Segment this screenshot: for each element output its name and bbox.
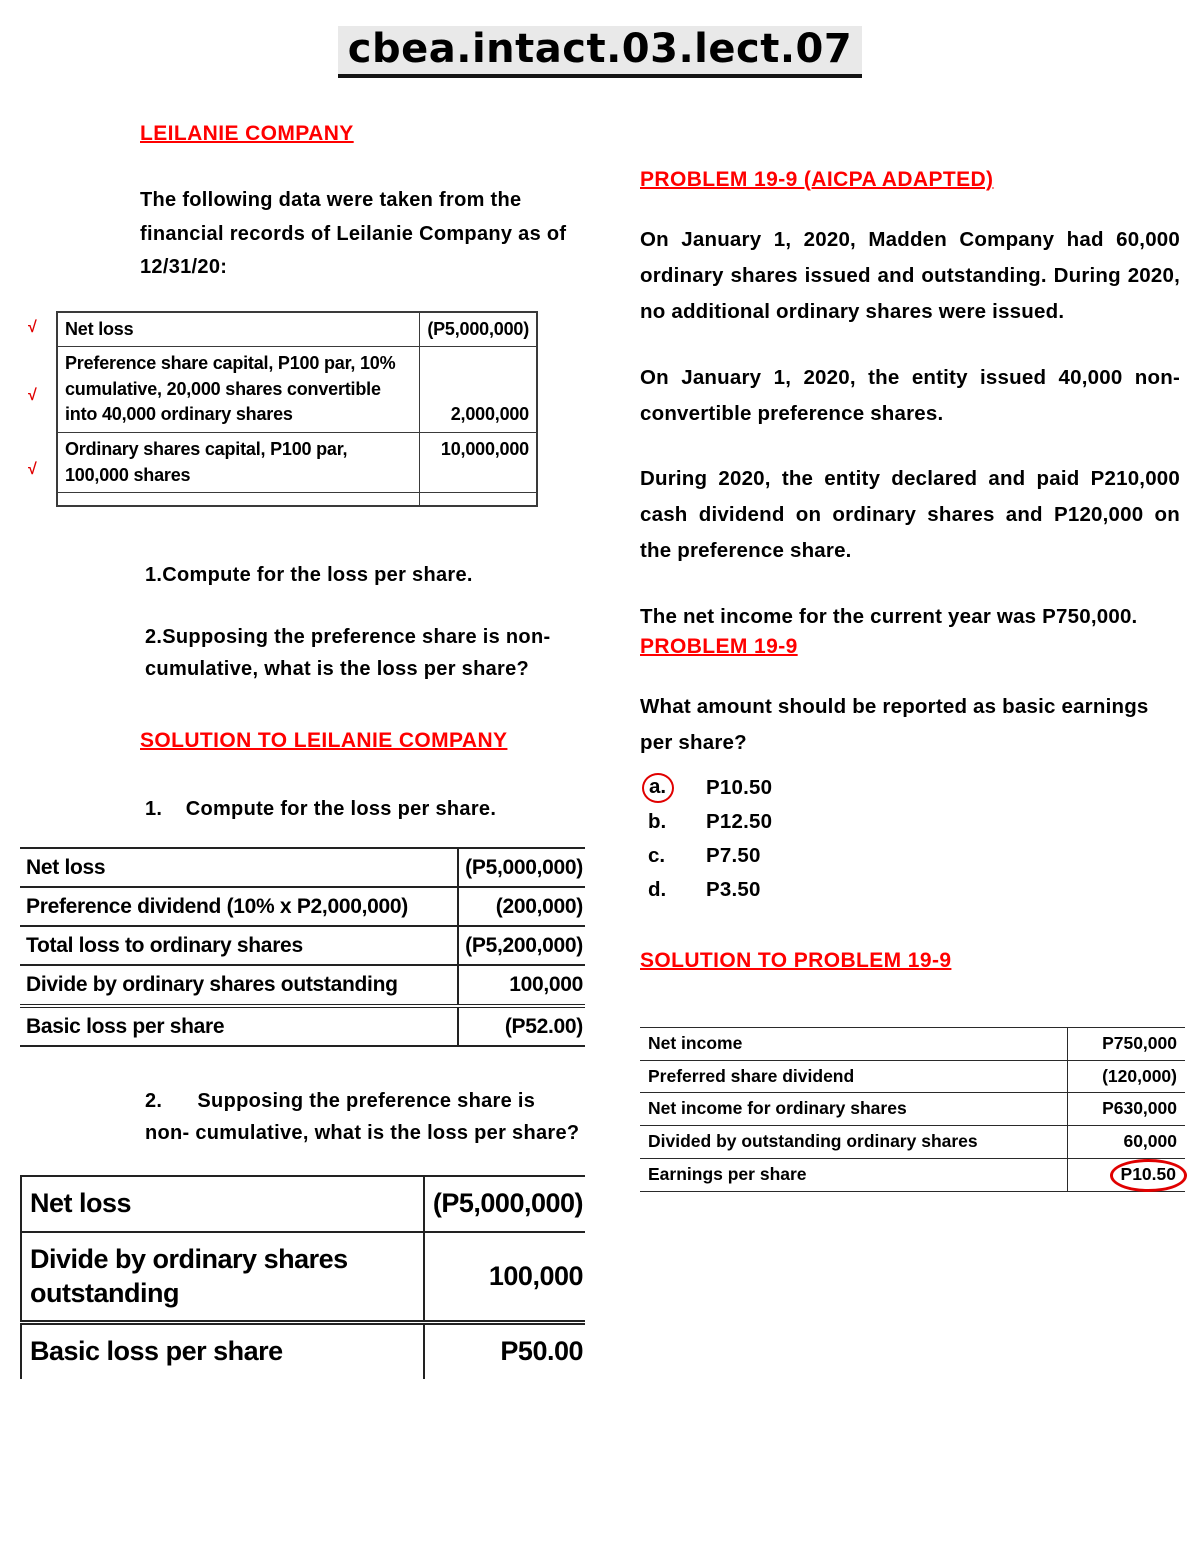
problem-paragraph-2: On January 1, 2020, the entity issued 40,000 non-convertible preference shares. — [640, 365, 1180, 425]
table-cell-value: (P5,000,000) — [419, 312, 537, 347]
table-cell-value: 10,000,000 — [419, 432, 537, 492]
table-cell-value: (P52.00) — [458, 1006, 585, 1046]
table-cell-value — [1067, 1159, 1185, 1192]
table-cell-label: Basic loss per share — [20, 1006, 458, 1046]
choice-b — [640, 805, 1180, 839]
table-row — [640, 1093, 1185, 1126]
table-cell-label: Net loss — [21, 1176, 424, 1232]
table-row — [57, 347, 537, 433]
table-row — [640, 1060, 1185, 1093]
question-2: 2.Supposing the preference share is non- cumulative, what is the loss per share? — [145, 625, 551, 680]
table-row — [20, 887, 585, 926]
choice-text: P12.50 — [706, 809, 773, 833]
choice-text: P10.50 — [706, 775, 773, 799]
solution-problem-19-9-table — [640, 1027, 1185, 1192]
table-row — [640, 1159, 1185, 1192]
table-cell-value: P750,000 — [1067, 1027, 1185, 1060]
table-cell-label: Divided by outstanding ordinary shares — [640, 1126, 1067, 1159]
table-cell-value: P50.00 — [424, 1323, 585, 1379]
solution-leilanie-heading: SOLUTION TO LEILANIE COMPANY — [140, 728, 508, 752]
choice-letter: c. — [648, 843, 666, 867]
problem-question: What amount should be reported as basic earnings per share? — [640, 694, 1149, 754]
table-row — [20, 965, 585, 1005]
table-row — [21, 1232, 585, 1323]
solution-1-title: 1. Compute for the loss per share. — [145, 797, 497, 820]
problem-paragraph-4: The net income for the current year was P750,000. — [640, 605, 1138, 628]
table-cell-label: Preferred share dividend — [640, 1060, 1067, 1093]
table-cell-value: (120,000) — [1067, 1060, 1185, 1093]
table-cell-value: (P5,000,000) — [458, 848, 585, 887]
leilanie-data-table — [26, 311, 620, 507]
answer-circle-annotation — [1110, 1159, 1187, 1192]
check-icon: √ — [28, 318, 37, 336]
table-cell-value: (200,000) — [458, 887, 585, 926]
table-cell-value: (P5,200,000) — [458, 926, 585, 965]
table-row — [20, 848, 585, 887]
table-cell-value: 60,000 — [1067, 1126, 1185, 1159]
table-row — [20, 1006, 585, 1046]
table-cell-label: Net loss — [57, 312, 419, 347]
table-cell-label: Net loss — [20, 848, 458, 887]
table-cell-value: 100,000 — [458, 965, 585, 1005]
choice-c — [640, 839, 1180, 873]
table-row — [20, 926, 585, 965]
table-row — [57, 312, 537, 347]
problem-paragraph-1: On January 1, 2020, Madden Company had 60,000 ordinary shares issued and outstanding. During 2020, no additional ordinary shares were issued. — [640, 228, 1180, 323]
table-cell-label: Ordinary shares capital, P100 par, 100,000 shares — [57, 432, 419, 492]
leilanie-intro-paragraph: The following data were taken from the financial records of Leilanie Company as of 12/31/20: — [140, 189, 567, 279]
document-title-text: cbea.intact.03.lect.07 — [338, 26, 862, 78]
choice-text: P3.50 — [706, 877, 761, 901]
table-cell-label: Net income — [640, 1027, 1067, 1060]
problem-19-9-adapted-heading: PROBLEM 19-9 (AICPA ADAPTED) — [640, 168, 994, 191]
check-icon: √ — [28, 460, 37, 478]
question-1: 1.Compute for the loss per share. — [145, 563, 473, 586]
table-cell-label: Earnings per share — [640, 1159, 1067, 1192]
solution-2-title: 2. Supposing the preference share is non- cumulative, what is the loss per share? — [145, 1090, 580, 1145]
choice-letter: b. — [648, 809, 667, 833]
table-row — [640, 1126, 1185, 1159]
choice-text: P7.50 — [706, 843, 761, 867]
problem-paragraph-3: During 2020, the entity declared and paid P210,000 cash dividend on ordinary shares and P120,000 on the preference share. — [640, 467, 1180, 563]
solution-1-table — [20, 847, 585, 1047]
table-cell-label: Divide by ordinary shares outstanding — [20, 965, 458, 1005]
table-cell-label: Total loss to ordinary shares — [20, 926, 458, 965]
table-cell-value: P630,000 — [1067, 1093, 1185, 1126]
table-cell-value: 100,000 — [424, 1232, 585, 1323]
earnings-per-share-value: P10.50 — [1120, 1164, 1176, 1185]
table-row — [57, 432, 537, 492]
leilanie-company-heading: LEILANIE COMPANY — [140, 122, 354, 145]
table-row — [640, 1027, 1185, 1060]
choice-a — [640, 771, 1180, 805]
table-row — [21, 1176, 585, 1232]
check-icon: √ — [28, 386, 37, 404]
table-row-clipped — [57, 493, 537, 506]
table-row — [21, 1323, 585, 1379]
document-title — [20, 26, 1180, 78]
table-cell-label — [57, 493, 419, 506]
choice-d — [640, 873, 1180, 907]
table-cell-label: Net income for ordinary shares — [640, 1093, 1067, 1126]
left-column — [20, 122, 620, 1379]
table-cell-label: Preference dividend (10% x P2,000,000) — [20, 887, 458, 926]
table-cell-value: 2,000,000 — [419, 347, 537, 433]
multiple-choice-list — [640, 771, 1180, 907]
table-cell-label: Divide by ordinary shares outstanding — [21, 1232, 424, 1323]
solution-problem-19-9-heading: SOLUTION TO PROBLEM 19-9 — [640, 948, 952, 972]
two-column-layout — [20, 122, 1180, 1379]
answer-circle-annotation: a. — [642, 773, 674, 803]
problem-19-9-heading: PROBLEM 19-9 — [640, 634, 798, 658]
table-cell-value — [419, 493, 537, 506]
table-cell-label: Basic loss per share — [30, 1336, 283, 1367]
choice-letter: d. — [648, 877, 667, 901]
solution-2-table — [20, 1175, 585, 1379]
table-cell-value: (P5,000,000) — [424, 1176, 585, 1232]
table-cell-label: Preference share capital, P100 par, 10% cumulative, 20,000 shares convertible into 40,000 ordinary shares — [57, 347, 419, 433]
right-column — [640, 122, 1180, 1379]
